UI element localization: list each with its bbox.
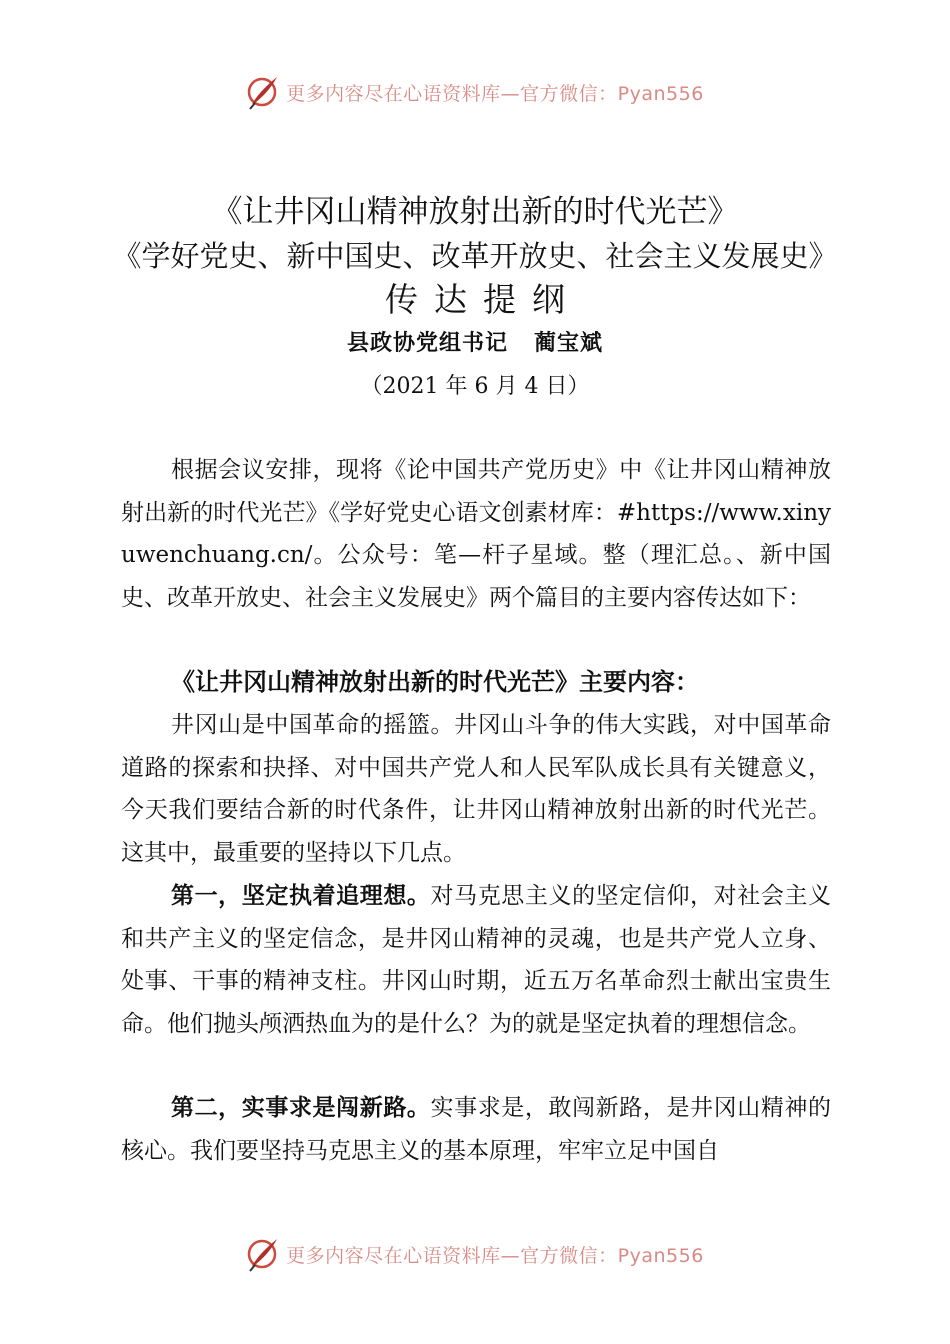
watermark-text: 更多内容尽在心语资料库—官方微信：Pyan556 xyxy=(286,82,704,105)
quill-logo-icon xyxy=(246,72,280,112)
point-2-paragraph xyxy=(121,1087,831,1172)
title-line-2: 《学好党史、新中国史、改革开放史、社会主义发展史》 xyxy=(112,239,838,273)
point-2-text: 实事求是，敢闯新路，是井冈山精神的核心。我们要坚持马克思主义的基本原理，牢牢立足中国自 xyxy=(121,1095,832,1164)
title-line-1: 《让井冈山精神放射出新的时代光芒》 xyxy=(211,194,739,230)
watermark-bottom xyxy=(0,1234,950,1274)
watermark-text: 更多内容尽在心语资料库—官方微信：Pyan556 xyxy=(286,1244,704,1267)
point-1-text: 对马克思主义的坚定信仰，对社会主义和共产主义的坚定信念，是井冈山精神的灵魂，也是共产党人立身、处事、干事的精神支柱。井冈山时期，近五万名革命烈士献出宝贵生命。他们抛头颅洒热血为的是什么？为的就是坚定执着的理想信念。 xyxy=(121,883,832,1037)
point-1-lead: 第一，坚定执着追理想。 xyxy=(171,882,431,909)
intro-paragraph: 根据会议安排，现将《论中国共产党历史》中《让井冈山精神放射出新的时代光芒》《学好党史心语文创素材库：#https://www.xinyuwenchuang.cn/。公众号：笔—杆子星域。整（理汇总。、新中国史、改革开放史、社会主义发展史》两个篇目的主要内容传达如下： xyxy=(121,457,831,611)
author-line: 县政协党组书记 蔺宝斌 xyxy=(347,330,603,356)
date-line: （2021 年 6 月 4 日） xyxy=(360,374,590,399)
point-2-lead: 第二，实事求是闯新路。 xyxy=(171,1094,431,1121)
section-heading: 《让井冈山精神放射出新的时代光芒》主要内容： xyxy=(171,668,699,696)
point-1-paragraph xyxy=(121,875,831,1045)
watermark-top xyxy=(0,72,950,112)
title-line-3: 传达提纲 xyxy=(385,280,581,319)
quill-logo-icon xyxy=(246,1234,280,1274)
cradle-paragraph: 井冈山是中国革命的摇篮。井冈山斗争的伟大实践，对中国革命道路的探索和抉择、对中国共产党人和人民军队成长具有关键意义，今天我们要结合新的时代条件，让井冈山精神放射出新的时代光芒。这其中，最重要的坚持以下几点。 xyxy=(121,712,831,866)
